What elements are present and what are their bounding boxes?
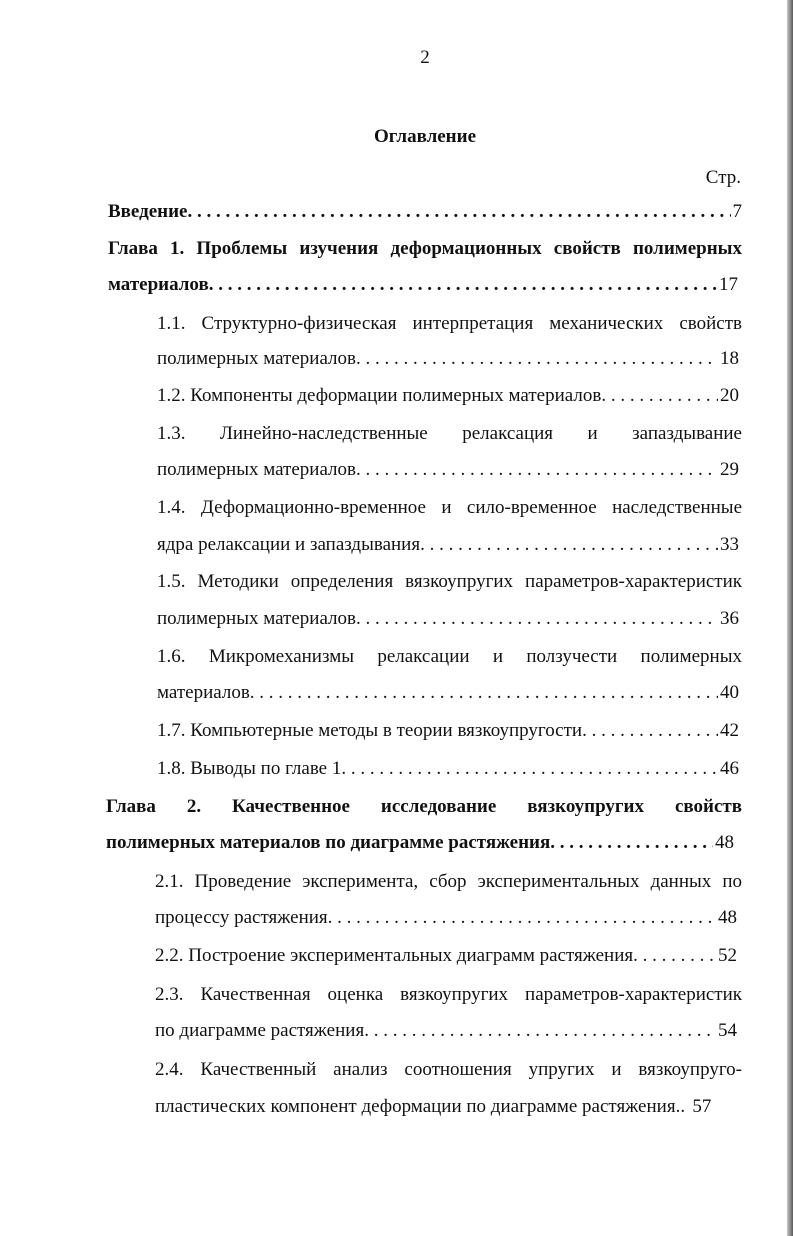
toc-leader-dots (550, 830, 713, 856)
toc-leader-dots (356, 606, 718, 632)
toc-entry-2-2[interactable] (155, 943, 737, 969)
toc-entry-1-6-line1[interactable]: 1.6. Микромеханизмы релаксации и ползучести полимерных (157, 646, 742, 667)
toc-page-number: 36 (720, 608, 739, 629)
toc-page-number: 20 (720, 385, 739, 406)
toc-entry-title: 1.2. Компоненты деформации полимерных материалов (157, 385, 602, 406)
toc-entry-chapter-2-line1[interactable]: Глава 2. Качественное исследование вязкоупругих свойств (106, 796, 742, 817)
toc-entry-1-3-line1[interactable]: 1.3. Линейно-наследственные релаксация и запаздывание (157, 423, 742, 444)
toc-entry-title: полимерных материалов по диаграмме растяжения (106, 832, 551, 853)
toc-leader-dots (633, 943, 716, 969)
toc-page-number: 7 (732, 201, 742, 222)
toc-leader-dots (328, 905, 716, 931)
toc-leader-dots (364, 1018, 716, 1044)
toc-title: Оглавление (373, 126, 477, 147)
toc-entry-1-1[interactable] (157, 346, 739, 372)
toc-entry-title: пластических компонент деформации по диаграмме растяжения. (155, 1096, 681, 1117)
toc-entry-title: полимерных материалов (157, 608, 356, 629)
toc-entry-title: материалов (108, 274, 209, 295)
toc-entry-2-1[interactable] (155, 905, 737, 931)
page-column-label: Стр. (705, 167, 741, 188)
toc-entry-chapter-2[interactable] (106, 830, 734, 856)
toc-entry-2-1-line1[interactable]: 2.1. Проведение эксперимента, сбор экспериментальных данных по (155, 871, 742, 892)
toc-entry-1-4[interactable] (157, 532, 739, 558)
toc-entry-1-8[interactable] (157, 756, 739, 782)
toc-page-number: 18 (720, 348, 739, 369)
toc-entry-chapter-1-line1[interactable]: Глава 1. Проблемы изучения деформационных свойств полимерных (108, 238, 742, 259)
toc-entry-title: материалов (157, 682, 250, 703)
toc-leader-dots (356, 346, 718, 372)
toc-entry-1-3[interactable] (157, 457, 739, 483)
toc-leader-dots (601, 383, 718, 409)
toc-leader-dots (582, 718, 718, 744)
toc-page-number: 29 (720, 459, 739, 480)
toc-entry-1-2[interactable] (157, 383, 739, 409)
toc-entry-title: Введение (108, 201, 188, 222)
toc-leader-dots (420, 532, 718, 558)
toc-entry-1-6[interactable] (157, 680, 739, 706)
toc-entry-1-5-line1[interactable]: 1.5. Методики определения вязкоупругих параметров-характеристик (157, 571, 742, 592)
toc-entry-title: по диаграмме растяжения (155, 1020, 365, 1041)
toc-page-number: 42 (720, 720, 739, 741)
toc-entry-title: полимерных материалов (157, 348, 356, 369)
toc-page-number: 48 (715, 832, 734, 853)
toc-entry-2-4[interactable] (155, 1094, 735, 1120)
toc-leader-dots (341, 756, 718, 782)
toc-page-number: 57 (692, 1096, 712, 1117)
toc-entry-1-7[interactable] (157, 718, 739, 744)
toc-entry-1-1-line1[interactable]: 1.1. Структурно-физическая интерпретация механических свойств (157, 313, 742, 334)
toc-leader-dots (209, 272, 717, 298)
toc-leader-dots (188, 199, 731, 225)
toc-page-number: 48 (718, 907, 737, 928)
toc-entry-1-4-line1[interactable]: 1.4. Деформационно-временное и сило-временное наследственные (157, 497, 742, 518)
toc-leader-dots (356, 457, 718, 483)
toc-leader-dots: . (680, 1096, 686, 1117)
toc-entry-title: полимерных материалов (157, 459, 356, 480)
toc-entry-2-4-line1[interactable]: 2.4. Качественный анализ соотношения упругих и вязкоупруго- (155, 1059, 742, 1080)
toc-entry-title: 1.8. Выводы по главе 1 (157, 758, 342, 779)
toc-page-number: 52 (718, 945, 737, 966)
toc-entry-2-3[interactable] (155, 1018, 737, 1044)
toc-page-number: 17 (719, 274, 738, 295)
toc-entry-title: 1.7. Компьютерные методы в теории вязкоупругости (157, 720, 583, 741)
toc-leader-dots (250, 680, 718, 706)
toc-page-number: 46 (720, 758, 739, 779)
scan-right-edge (787, 0, 793, 1236)
toc-entry-2-3-line1[interactable]: 2.3. Качественная оценка вязкоупругих параметров-характеристик (155, 984, 742, 1005)
toc-page-number: 54 (718, 1020, 737, 1041)
toc-page-number: 33 (720, 534, 739, 555)
page-number: 2 (420, 47, 430, 68)
toc-entry-1-5[interactable] (157, 606, 739, 632)
toc-entry-title: ядра релаксации и запаздывания (157, 534, 421, 555)
toc-entry-title: процессу растяжения (155, 907, 328, 928)
toc-entry-introduction[interactable] (108, 199, 742, 225)
toc-page-number: 40 (720, 682, 739, 703)
toc-entry-chapter-1[interactable] (108, 272, 738, 298)
toc-entry-title: 2.2. Построение экспериментальных диаграмм растяжения (155, 945, 634, 966)
